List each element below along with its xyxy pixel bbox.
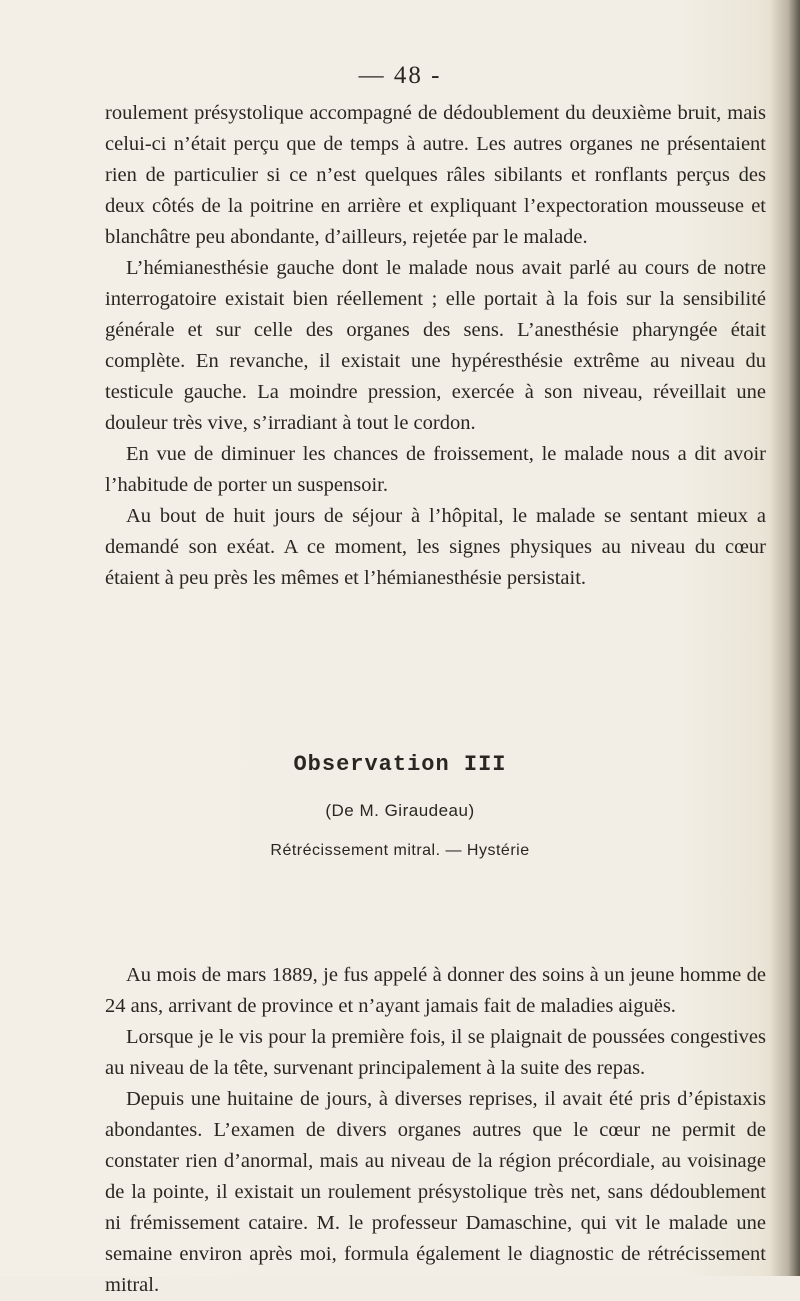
paragraph: roulement présystolique accompagné de dédoublement du deuxième bruit, mais celui-ci n’était perçu que de temps à autre. Les autres organes ne présentaient rien de particulier si ce n’est quelques râles sibilants et ronflants perçus des deux côtés de la poitrine en arrière et expliquant l’expectoration mousseuse et blanchâtre peu abondante, d’ailleurs, rejetée par le malade. xyxy=(105,102,766,248)
observation-text-block xyxy=(105,960,766,1301)
paragraph: Depuis une huitaine de jours, à diverses reprises, il avait été pris d’épistaxis abondantes. L’examen de divers organes autres que le cœur ne permit de constater rien d’anormal, mais au niveau de la région précordiale, au voisinage de la pointe, il existait un roulement présystolique très net, sans dédoublement ni frémissement cataire. M. le professeur Damaschine, qui vit le malade une semaine environ après moi, formula également le diagnostic de rétrécissement mitral. xyxy=(105,1088,766,1296)
paragraph: En vue de diminuer les chances de froissement, le malade nous a dit avoir l’habitude de porter un suspensoir. xyxy=(105,443,766,496)
paragraph: Au bout de huit jours de séjour à l’hôpital, le malade se sentant mieux a demandé son exéat. A ce moment, les signes physiques au niveau du cœur étaient à peu près les mêmes et l’hémianesthésie persistait. xyxy=(105,505,766,589)
paragraph: Lorsque je le vis pour la première fois, il se plaignait de poussées congestives au niveau de la tête, survenant principalement à la suite des repas. xyxy=(105,1026,766,1079)
paragraph: L’hémianesthésie gauche dont le malade nous avait parlé au cours de notre interrogatoire existait bien réellement ; elle portait à la fois sur la sensibilité générale et sur celle des organes des sens. L’anesthésie pharyngée était complète. En revanche, il existait une hypéresthésie extrême au niveau du testicule gauche. La moindre pression, exercée à son niveau, réveillait une douleur très vive, s’irradiant à tout le cordon. xyxy=(105,257,766,434)
page-edge-shadow xyxy=(770,0,800,1276)
continued-text-block xyxy=(105,98,766,594)
observation-subtitle: Rétrécissement mitral. — Hystérie xyxy=(270,842,530,859)
page-number: — 48 - xyxy=(358,62,442,89)
paragraph: Au mois de mars 1889, je fus appelé à donner des soins à un jeune homme de 24 ans, arrivant de province et n’ayant jamais fait de maladies aiguës. xyxy=(105,964,766,1017)
observation-author: (De M. Giraudeau) xyxy=(325,801,475,820)
observation-title: Observation III xyxy=(293,752,507,777)
